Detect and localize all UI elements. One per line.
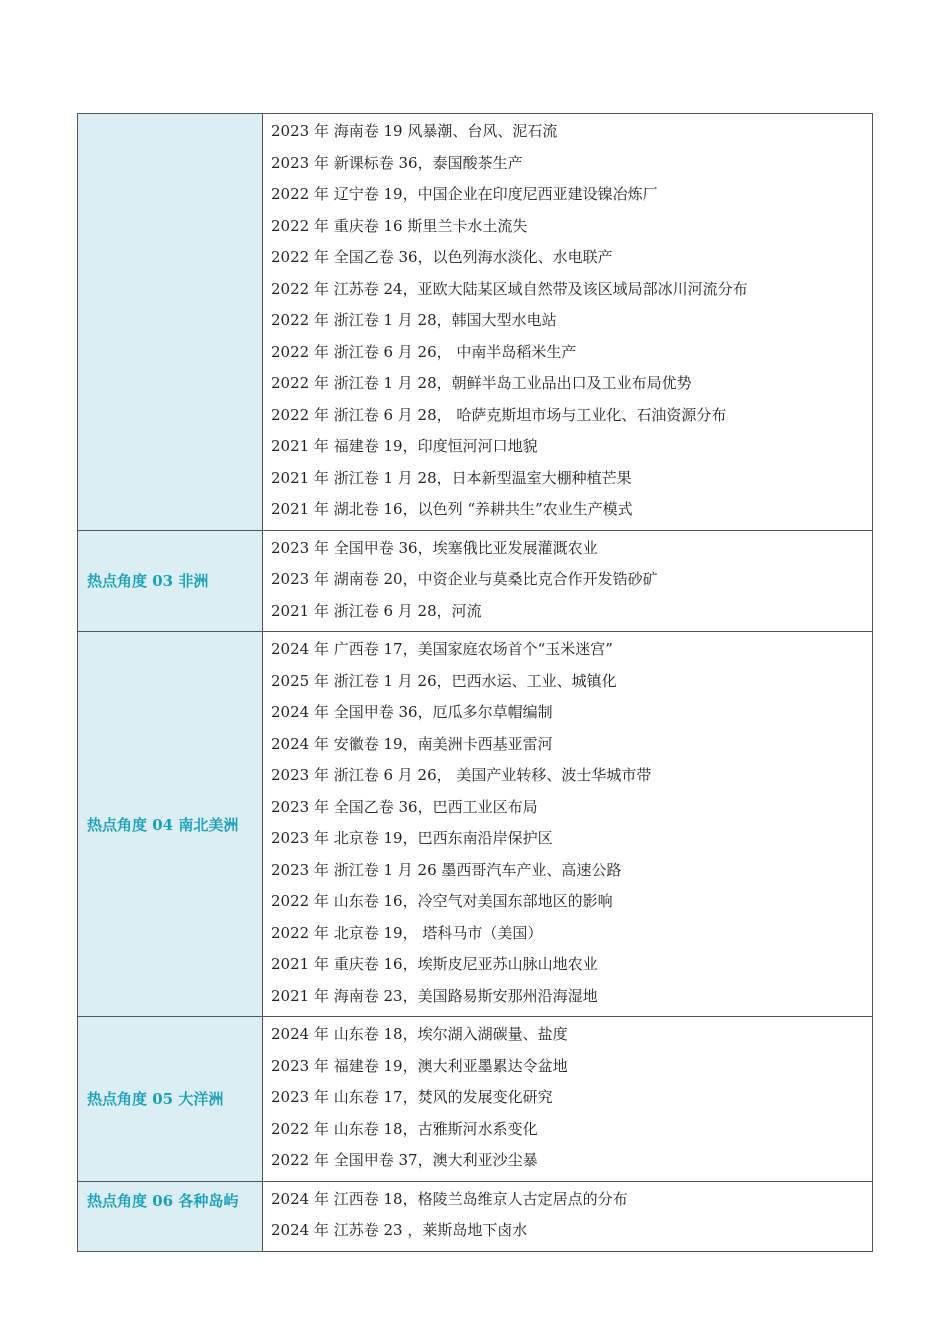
section-items [263, 114, 873, 531]
section-category [78, 114, 263, 531]
exam-item: 2022 年 重庆卷 16 斯里兰卡水土流失 [271, 216, 528, 235]
section-row [78, 1181, 873, 1251]
exam-item: 2022 年 浙江卷 6 月 28， 哈萨克斯坦市场与工业化、石油资源分布 [271, 405, 727, 424]
table-body [78, 114, 873, 1252]
exam-item: 2024 年 江苏卷 23 ，莱斯岛地下卤水 [271, 1221, 528, 1239]
exam-item: 2024 年 安徽卷 19，南美洲卡西基亚雷河 [271, 734, 553, 753]
section-category: 热点角度 04 南北美洲 [78, 632, 263, 1017]
exam-item: 2022 年 山东卷 16，冷空气对美国东部地区的影响 [271, 892, 613, 910]
section-row [78, 632, 873, 1017]
exam-item: 2023 年 福建卷 19，澳大利亚墨累达令盆地 [271, 1056, 568, 1075]
exam-item: 2024 年 江西卷 18，格陵兰岛维京人古定居点的分布 [271, 1189, 628, 1208]
exam-item: 2022 年 山东卷 18，古雅斯河水系变化 [271, 1119, 538, 1138]
exam-item: 2024 年 山东卷 18，埃尔湖入湖碳量、盐度 [271, 1025, 568, 1043]
section-row [78, 1017, 873, 1182]
section-items [263, 530, 873, 632]
exam-item: 2021 年 湖北卷 16，以色列 “养耕共生”农业生产模式 [271, 500, 633, 518]
exam-item: 2023 年 新课标卷 36，泰国酸茶生产 [271, 153, 523, 172]
exam-item: 2021 年 海南卷 23，美国路易斯安那州沿海湿地 [271, 986, 598, 1005]
exam-item: 2021 年 浙江卷 1 月 28，日本新型温室大棚种植芒果 [271, 468, 632, 487]
section-category: 热点角度 05 大洋洲 [78, 1017, 263, 1182]
exam-item: 2023 年 全国乙卷 36，巴西工业区布局 [271, 797, 538, 816]
exam-item: 2023 年 北京卷 19，巴西东南沿岸保护区 [271, 829, 553, 847]
section-items [263, 1017, 873, 1182]
exam-item: 2022 年 浙江卷 1 月 28，朝鲜半岛工业品出口及工业布局优势 [271, 374, 692, 392]
exam-item: 2022 年 浙江卷 1 月 28，韩国大型水电站 [271, 311, 557, 329]
exam-item: 2023 年 浙江卷 6 月 26， 美国产业转移、波士华城市带 [271, 766, 652, 784]
section-category: 热点角度 03 非洲 [78, 530, 263, 632]
section-category: 热点角度 06 各种岛屿 [78, 1181, 263, 1251]
exam-item: 2021 年 福建卷 19，印度恒河河口地貌 [271, 437, 538, 455]
exam-item: 2022 年 江苏卷 24，亚欧大陆某区域自然带及该区域局部冰川河流分布 [271, 279, 748, 298]
exam-item: 2023 年 湖南卷 20，中资企业与莫桑比克合作开发锆砂矿 [271, 570, 658, 588]
exam-item: 2021 年 浙江卷 6 月 28，河流 [271, 601, 482, 620]
exam-item: 2022 年 浙江卷 6 月 26， 中南半岛稻米生产 [271, 342, 577, 361]
exam-item: 2025 年 浙江卷 1 月 26，巴西水运、工业、城镇化 [271, 671, 617, 690]
section-items [263, 1181, 873, 1251]
exam-item: 2022 年 全国乙卷 36，以色列海水淡化、水电联产 [271, 248, 613, 266]
exam-item: 2024 年 全国甲卷 36，厄瓜多尔草帽编制 [271, 703, 553, 721]
section-items [263, 632, 873, 1017]
section-row [78, 530, 873, 632]
exam-item: 2023 年 全国甲卷 36，埃塞俄比亚发展灌溉农业 [271, 538, 598, 557]
exam-item: 2022 年 全国甲卷 37，澳大利亚沙尘暴 [271, 1151, 538, 1169]
exam-item: 2022 年 北京卷 19， 塔科马市（美国） [271, 923, 543, 942]
exam-topic-table [77, 113, 873, 1252]
exam-item: 2024 年 广西卷 17，美国家庭农场首个“玉米迷宫” [271, 640, 613, 658]
exam-item: 2023 年 海南卷 19 风暴潮、台风、泥石流 [271, 122, 558, 140]
exam-item: 2021 年 重庆卷 16，埃斯皮尼亚苏山脉山地农业 [271, 955, 598, 973]
exam-item: 2022 年 辽宁卷 19，中国企业在印度尼西亚建设镍冶炼厂 [271, 185, 658, 203]
exam-item: 2023 年 浙江卷 1 月 26 墨西哥汽车产业、高速公路 [271, 860, 622, 879]
section-row [78, 114, 873, 531]
exam-item: 2023 年 山东卷 17，焚风的发展变化研究 [271, 1088, 553, 1106]
